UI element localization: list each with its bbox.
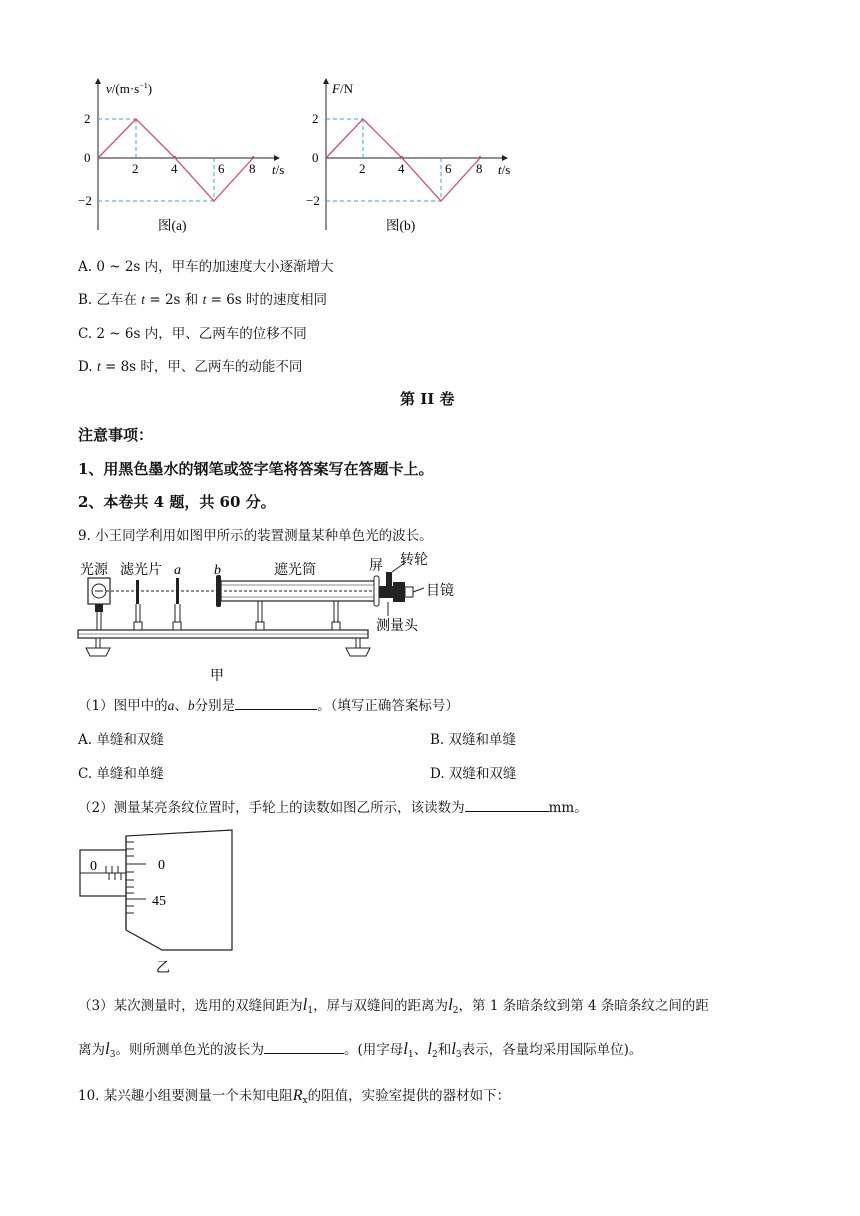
tick-y2: 2 [84, 111, 91, 126]
micrometer-reading [76, 826, 246, 976]
y-axis-label: $v/(m\cdot s^{-1})$ [106, 81, 153, 96]
label-eyepiece: 目镜 [426, 584, 454, 599]
q9-part3-line1: （3）某次测量时，选用的双缝间距为$l_1$，屏与双缝间的距离为$l_2$，第 1 条暗条纹到第 4 条暗条纹之间的距 [78, 995, 709, 1016]
x-axis-label: t/s [498, 162, 511, 177]
double-slit-apparatus [76, 548, 466, 688]
section-title: 第 II 卷 [400, 390, 455, 408]
q8-option-b: B. 乙车在 t = 2s 和 t = 6s 时的速度相同 [78, 292, 328, 308]
notice-item-1: 1、用黑色墨水的钢笔或签字笔将答案写在答题卡上。 [78, 460, 434, 478]
tick-0: 0 [312, 150, 319, 165]
q9-part2: （2）测量某亮条纹位置时，手轮上的读数如图乙所示，该读数为 mm。 [78, 800, 588, 816]
q9-option-d: D. 双缝和双缝 [430, 766, 517, 782]
tick-y2: 2 [312, 111, 319, 126]
notice-item-2: 2、本卷共 4 题，共 60 分。 [78, 493, 276, 511]
force-series-line [326, 119, 480, 201]
q8-option-d: D. t = 8s 时，甲、乙两车的动能不同 [78, 359, 303, 375]
tick-x6: 6 [218, 161, 225, 176]
graph-b-caption: 图(b) [386, 218, 416, 233]
label-wheel: 转轮 [400, 553, 428, 568]
tick-y-2: −2 [78, 193, 92, 208]
label-head: 测量头 [376, 619, 418, 634]
q8-option-a: A. 0 ~ 2s 内，甲车的加速度大小逐渐增大 [78, 259, 334, 275]
answer-blank-3[interactable] [264, 1041, 344, 1054]
q9-stem: 9. 小王同学利用如图甲所示的装置测量某种单色光的波长。 [78, 528, 433, 544]
tick-x2: 2 [359, 161, 366, 176]
q8-option-c: C. 2 ~ 6s 内，甲、乙两车的位移不同 [78, 326, 307, 342]
tick-x6: 6 [445, 161, 452, 176]
velocity-series-line [98, 119, 253, 201]
figure-yi-caption: 乙 [156, 961, 170, 976]
q9-part3-line2: 离为$l_3$。则所测单色光的波长为 。(用字母$l_1$、$l_2$和$l_3$表示，各量均采用国际单位)。 [78, 1039, 643, 1060]
graph-a-caption: 图(a) [158, 218, 187, 233]
q9-option-c: C. 单缝和单缝 [78, 766, 164, 782]
answer-blank-2[interactable] [465, 799, 549, 812]
velocity-time-graph [78, 70, 285, 240]
label-tube: 遮光筒 [274, 563, 316, 578]
tick-x4: 4 [398, 161, 405, 176]
label-b: b [214, 563, 221, 578]
q9-part1: （1）图甲中的a、b分别是 。（填写正确答案标号） [78, 698, 459, 714]
thimble-45: 45 [152, 894, 166, 909]
x-axis-label: t/s [272, 162, 285, 177]
q10-stem: 10. 某兴趣小组要测量一个未知电阻$R_x$的阻值，实验室提供的器材如下： [78, 1087, 511, 1106]
sleeve-zero: 0 [90, 859, 97, 874]
q9-option-a: A. 单缝和双缝 [78, 732, 164, 748]
label-light-source: 光源 [80, 563, 108, 578]
tick-y-2: −2 [306, 193, 320, 208]
tick-x2: 2 [132, 161, 139, 176]
thimble-zero: 0 [158, 858, 165, 873]
tick-0: 0 [84, 150, 91, 165]
label-filter: 滤光片 [120, 563, 162, 578]
notice-heading: 注意事项： [78, 426, 154, 444]
tick-x8: 8 [476, 161, 483, 176]
y-axis-label: F/N [332, 81, 353, 96]
answer-blank-1[interactable] [235, 697, 317, 710]
figure-jia-caption: 甲 [210, 669, 224, 684]
tick-x8: 8 [249, 161, 256, 176]
label-screen: 屏 [369, 559, 383, 574]
q9-option-b: B. 双缝和单缝 [430, 732, 517, 748]
label-a: a [174, 563, 181, 578]
tick-x4: 4 [171, 161, 178, 176]
force-time-graph [306, 70, 526, 240]
